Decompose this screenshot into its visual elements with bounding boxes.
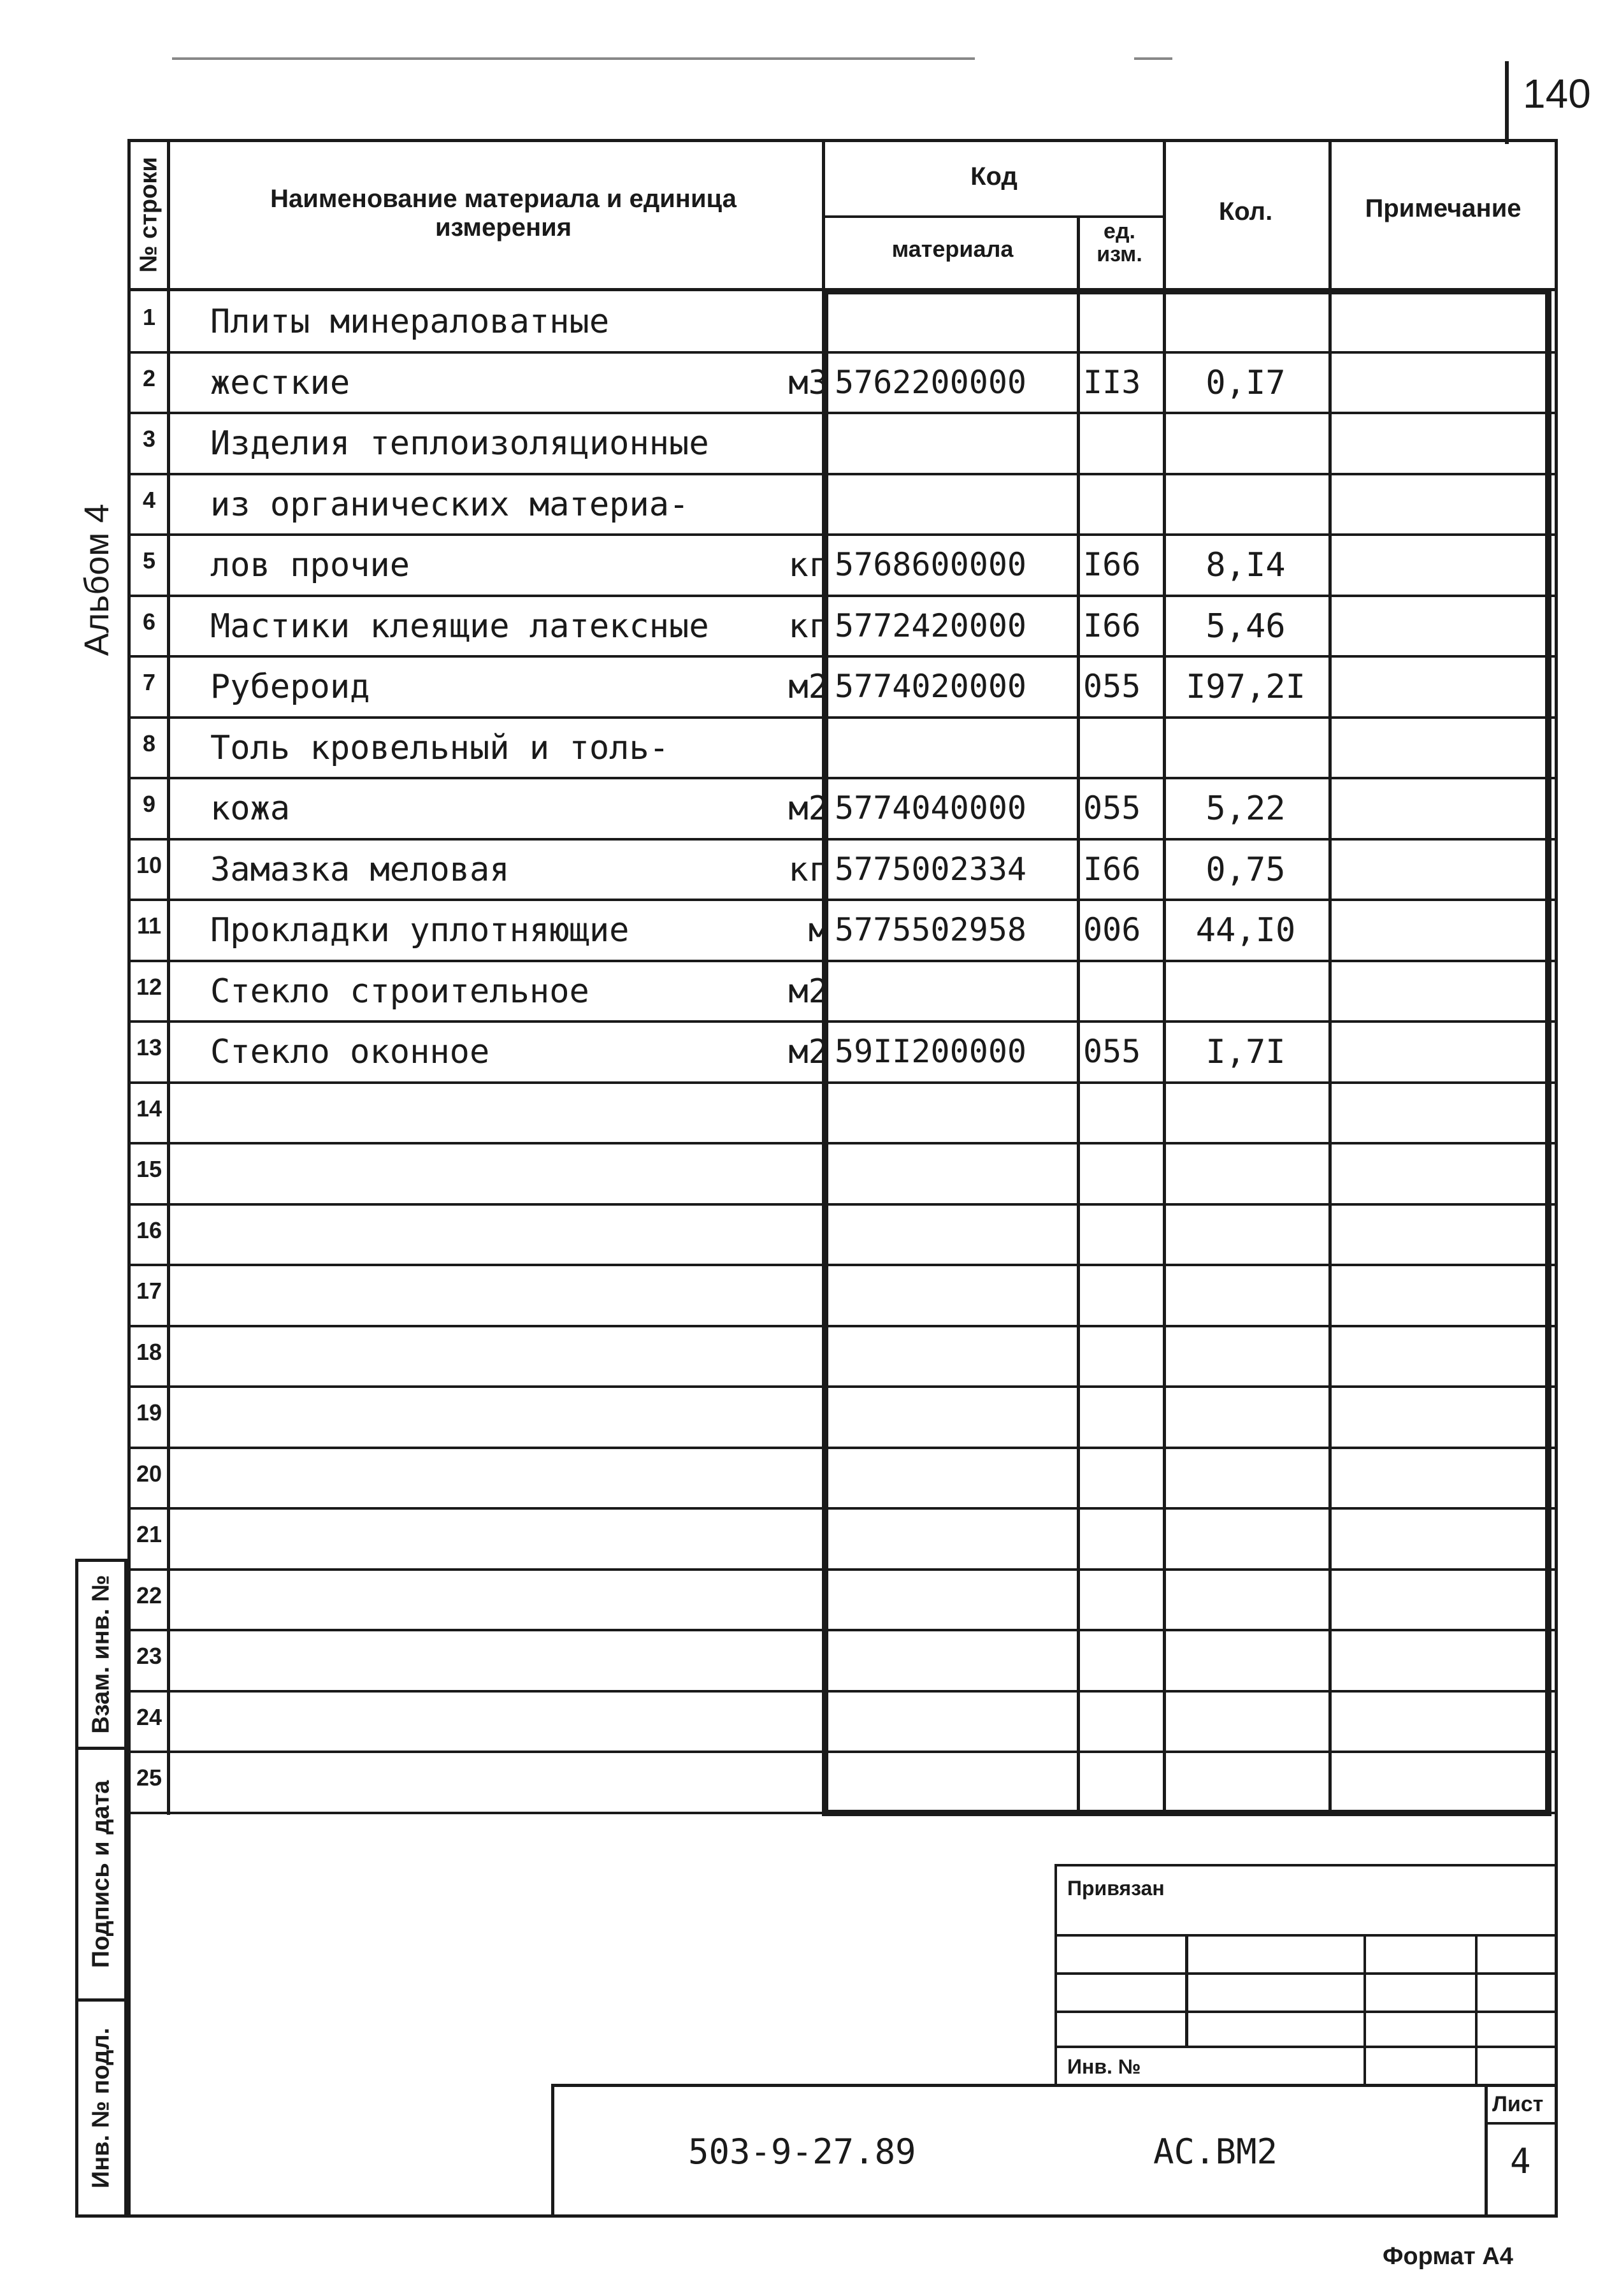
material-unit: м2 bbox=[788, 972, 828, 1011]
material-code: 5772420000 bbox=[835, 607, 1027, 644]
material-name: Плиты минераловатные bbox=[210, 303, 610, 341]
stamp-line bbox=[1054, 2011, 1558, 2013]
row-number: 10 bbox=[136, 851, 162, 878]
row-number: 12 bbox=[136, 973, 162, 1000]
header-code-unit: ед. изм. bbox=[1097, 219, 1142, 266]
row-line bbox=[127, 1690, 1558, 1693]
unit-code: 055 bbox=[1083, 1033, 1141, 1070]
material-name: Мастики клеящие латексные bbox=[210, 607, 709, 646]
row-line bbox=[127, 1751, 1558, 1753]
header-name: Наименование материала и единица измерения bbox=[270, 185, 737, 242]
header-qty: Кол. bbox=[1218, 198, 1273, 226]
row-line bbox=[127, 412, 1558, 414]
row-line bbox=[127, 1385, 1558, 1388]
row-number: 16 bbox=[136, 1217, 162, 1243]
bold-right-line bbox=[1545, 288, 1551, 1815]
unit-code: I66 bbox=[1083, 607, 1141, 644]
col-line-unitcode bbox=[1077, 215, 1080, 1815]
quantity: 8,I4 bbox=[1205, 546, 1286, 584]
stamp-sheet-line bbox=[1485, 2122, 1558, 2125]
stamp-doc-code: 503-9-27.89 bbox=[688, 2132, 916, 2172]
row-line bbox=[127, 1507, 1558, 1510]
row-number: 15 bbox=[136, 1156, 162, 1182]
stamp-sheet-divider bbox=[1485, 2084, 1488, 2218]
header-row-no-text: № строки bbox=[135, 157, 162, 273]
material-unit: м2 bbox=[788, 790, 828, 828]
stamp-vline bbox=[1185, 1934, 1188, 2046]
row-number: 23 bbox=[136, 1643, 162, 1669]
page-number: 140 bbox=[1523, 71, 1591, 117]
material-code: 5774020000 bbox=[835, 668, 1027, 705]
row-number: 9 bbox=[142, 791, 156, 817]
row-number: 3 bbox=[142, 426, 156, 452]
col-line-qty bbox=[1163, 139, 1166, 1815]
album-label-text: Альбом 4 bbox=[78, 503, 116, 656]
scan-top-line bbox=[1134, 57, 1172, 60]
unit-code: 055 bbox=[1083, 790, 1141, 827]
header-row-no bbox=[130, 141, 168, 288]
quantity: 5,46 bbox=[1205, 607, 1286, 646]
material-name: Замазка меловая bbox=[210, 850, 510, 889]
unit-code: I66 bbox=[1083, 850, 1141, 888]
material-name: Стекло строительное bbox=[210, 972, 589, 1011]
row-number: 25 bbox=[136, 1765, 162, 1791]
stamp-line bbox=[1054, 2046, 1558, 2048]
stamp-sheet-no: 4 bbox=[1510, 2141, 1531, 2181]
material-code: 5762200000 bbox=[835, 363, 1027, 401]
unit-code: I66 bbox=[1083, 546, 1141, 583]
side-box-sign bbox=[75, 1747, 127, 2002]
quantity: 0,I7 bbox=[1205, 363, 1286, 402]
format-label: Формат А4 bbox=[1383, 2243, 1513, 2270]
row-number: 14 bbox=[136, 1095, 162, 1122]
material-unit: м2 bbox=[788, 1033, 828, 1071]
row-number: 8 bbox=[142, 730, 156, 756]
row-number: 22 bbox=[136, 1582, 162, 1608]
header-divider bbox=[822, 215, 1166, 218]
material-unit: кг bbox=[788, 607, 828, 646]
row-line bbox=[127, 1081, 1558, 1084]
row-line bbox=[127, 1629, 1558, 1631]
side-box-inv bbox=[75, 1998, 127, 2218]
material-name: Прокладки уплотняющие bbox=[210, 911, 630, 949]
material-unit: кг bbox=[788, 850, 828, 889]
stamp-privyazan: Привязан bbox=[1067, 1877, 1165, 1900]
material-unit: м2 bbox=[788, 668, 828, 706]
row-line bbox=[127, 1447, 1558, 1449]
row-number: 11 bbox=[136, 913, 162, 939]
bold-top-line bbox=[822, 288, 1551, 294]
material-unit: м3 bbox=[788, 363, 828, 402]
quantity: I,7I bbox=[1205, 1033, 1286, 1071]
row-line bbox=[127, 473, 1558, 475]
quantity: 44,I0 bbox=[1195, 911, 1296, 949]
row-line bbox=[127, 655, 1558, 658]
side-inv-text: Инв. № подл. bbox=[87, 2027, 115, 2189]
row-line bbox=[127, 351, 1558, 354]
row-line bbox=[127, 533, 1558, 536]
col-line-note bbox=[1328, 139, 1332, 1815]
row-number: 6 bbox=[142, 608, 156, 635]
material-name: кожа bbox=[210, 790, 291, 828]
material-code: 5768600000 bbox=[835, 546, 1027, 583]
material-name: из органических материа- bbox=[210, 485, 689, 524]
side-vzam-text: Взам. инв. № bbox=[87, 1575, 115, 1734]
row-number: 18 bbox=[136, 1338, 162, 1365]
header-code-material: материала bbox=[891, 236, 1014, 262]
stamp-vline bbox=[1364, 1934, 1366, 2087]
material-name: Стекло оконное bbox=[210, 1033, 490, 1071]
row-line bbox=[127, 1142, 1558, 1144]
row-line bbox=[127, 595, 1558, 597]
stamp-line bbox=[1054, 1934, 1558, 1937]
stamp-vline bbox=[1475, 1934, 1478, 2087]
material-name: Изделия теплоизоляционные bbox=[210, 424, 709, 463]
unit-code: II3 bbox=[1083, 363, 1141, 401]
row-line bbox=[127, 1812, 1558, 1814]
material-name: Рубероид bbox=[210, 668, 370, 706]
header-note: Примечание bbox=[1365, 194, 1522, 222]
row-number: 17 bbox=[136, 1278, 162, 1304]
row-line bbox=[127, 716, 1558, 719]
material-code: 5775502958 bbox=[835, 911, 1027, 948]
row-number: 2 bbox=[142, 365, 156, 391]
row-line bbox=[127, 899, 1558, 901]
row-number: 5 bbox=[142, 547, 156, 574]
row-line bbox=[127, 960, 1558, 962]
material-unit: кг bbox=[788, 546, 828, 584]
row-line bbox=[127, 1203, 1558, 1206]
quantity: 5,22 bbox=[1205, 790, 1286, 828]
material-code: 5774040000 bbox=[835, 790, 1027, 827]
unit-code: 055 bbox=[1083, 668, 1141, 705]
side-box-vzam bbox=[75, 1559, 127, 1750]
material-name: жесткие bbox=[210, 363, 350, 402]
material-name: Толь кровельный и толь- bbox=[210, 728, 670, 767]
header-code: Код bbox=[970, 162, 1018, 191]
row-number: 24 bbox=[136, 1703, 162, 1730]
row-line bbox=[127, 777, 1558, 779]
album-label bbox=[59, 484, 135, 675]
stamp-inv-no: Инв. № bbox=[1067, 2055, 1141, 2078]
row-line bbox=[127, 1264, 1558, 1266]
quantity: I97,2I bbox=[1186, 668, 1306, 706]
row-number: 20 bbox=[136, 1460, 162, 1487]
material-code: 59II200000 bbox=[835, 1033, 1027, 1070]
row-line bbox=[127, 1325, 1558, 1327]
row-number: 7 bbox=[142, 669, 156, 695]
stamp-sheet-code: АС.ВМ2 bbox=[1153, 2132, 1278, 2172]
unit-code: 006 bbox=[1083, 911, 1141, 948]
scan-top-line bbox=[172, 57, 975, 60]
material-unit: м bbox=[808, 911, 828, 949]
side-sign-text: Подпись и дата bbox=[87, 1780, 115, 1968]
row-line bbox=[127, 1020, 1558, 1023]
stamp-sheet-label: Лист bbox=[1492, 2092, 1544, 2116]
stamp-line bbox=[1054, 1972, 1558, 1975]
row-line bbox=[127, 1568, 1558, 1571]
quantity: 0,75 bbox=[1205, 850, 1286, 889]
row-number: 21 bbox=[136, 1521, 162, 1547]
material-name: лов прочие bbox=[210, 546, 410, 584]
row-number: 1 bbox=[142, 304, 156, 330]
row-number: 4 bbox=[142, 486, 156, 513]
material-code: 5775002334 bbox=[835, 850, 1027, 888]
page-number-bar bbox=[1505, 61, 1509, 144]
row-line bbox=[127, 838, 1558, 841]
row-number: 13 bbox=[136, 1034, 162, 1060]
row-number: 19 bbox=[136, 1399, 162, 1426]
